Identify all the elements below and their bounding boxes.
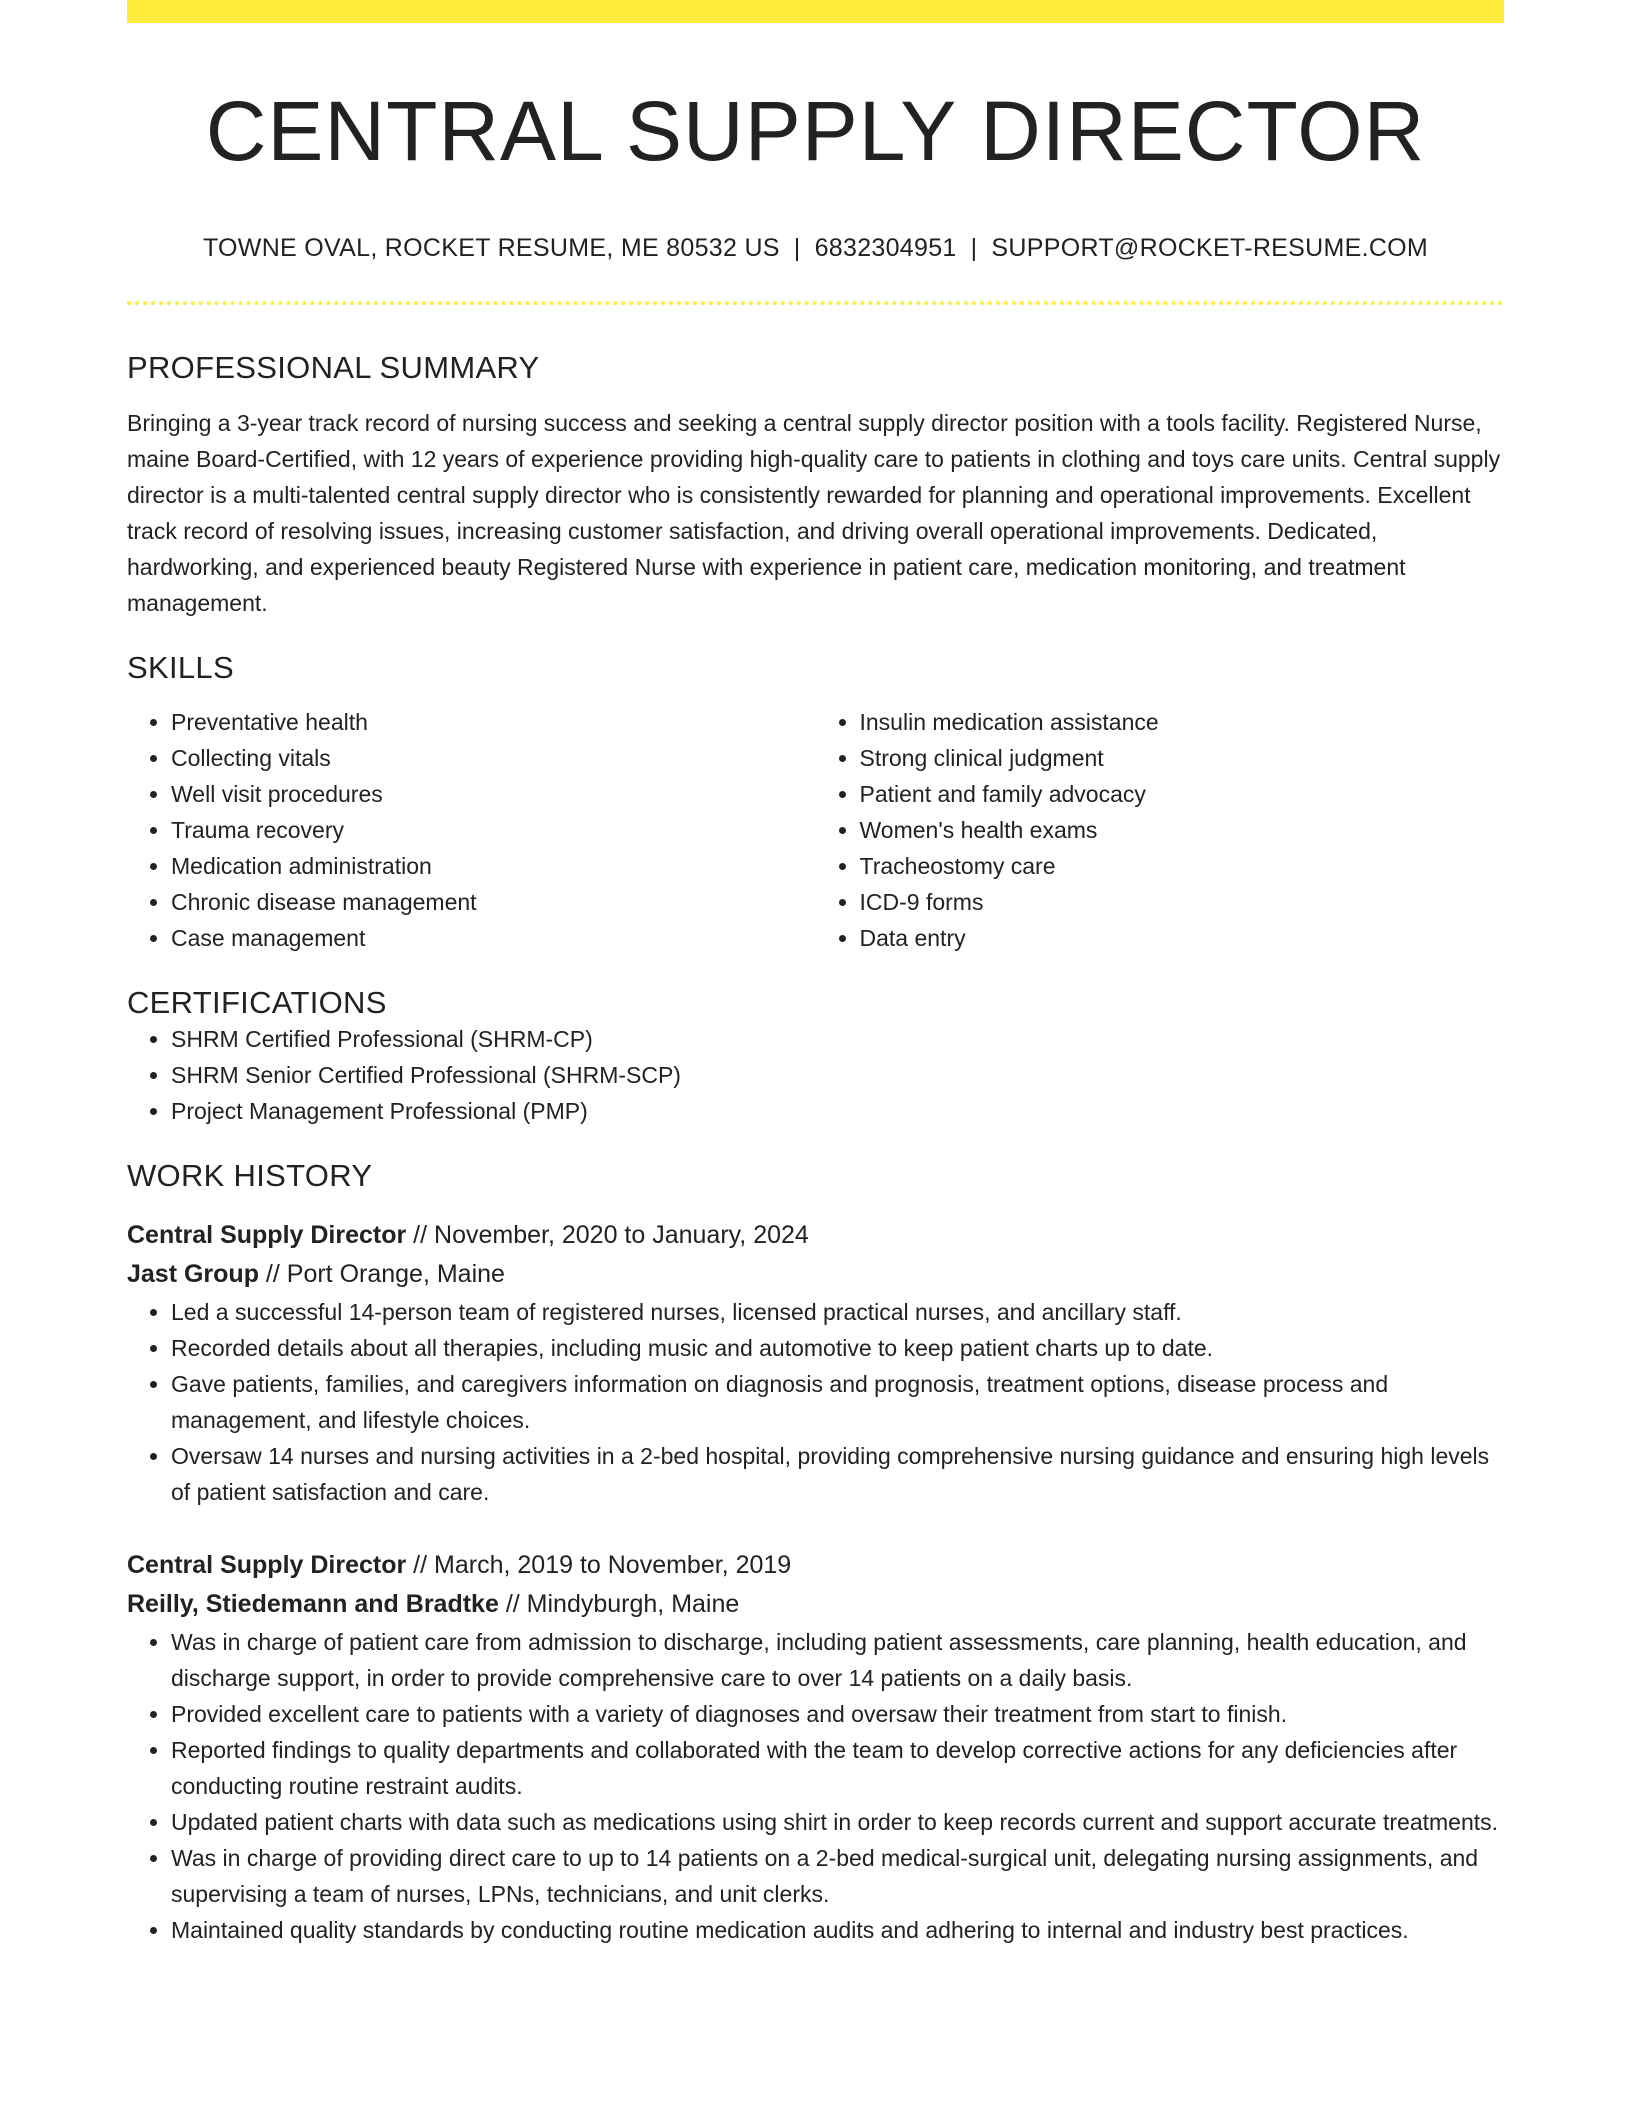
skill-item: • Women's health exams (860, 812, 1505, 848)
certifications-list (127, 1021, 1504, 1129)
job-company-line (127, 1255, 1504, 1294)
job-location: Port Orange, Maine (286, 1260, 505, 1289)
skills-grid (127, 704, 1504, 956)
job-title: Central Supply Director (127, 1551, 407, 1580)
address: TOWNE OVAL, ROCKET RESUME, ME 80532 US (202, 234, 780, 263)
summary-text: Bringing a 3-year track record of nursing success and seeking a central supply director position with a tools facility. Registered Nurse, maine Board-Certified, with 12 years of experience providing high-quality care to patients in clothing and toys care units. Central supply director is a multi-talented central supply director who is consistently rewarded for planning and operational improvements. Excellent track record of resolving issues, increasing customer satisfaction, and driving overall operational improvements. Dedicated, hardworking, and experienced beauty Registered Nurse with experience in patient care, medication monitoring, and treatment management. (127, 409, 1501, 616)
skill-item: • Tracheostomy care (860, 848, 1505, 884)
skill-item: • Data entry (860, 920, 1505, 956)
skill-item: • Medication administration (171, 848, 816, 884)
skill-item: • Chronic disease management (171, 884, 816, 920)
skill-item: • Case management (171, 920, 816, 956)
section-title-certifications: CERTIFICATIONS (127, 984, 387, 1020)
contact-line (127, 233, 1504, 263)
job-company: Jast Group (127, 1260, 259, 1289)
skill-item: • Insulin medication assistance (860, 704, 1505, 740)
certification-item: • SHRM Certified Professional (SHRM-CP) (171, 1021, 1504, 1057)
section-title-summary: PROFESSIONAL SUMMARY (127, 350, 540, 386)
certification-item: • SHRM Senior Certified Professional (SHRM-SCP) (171, 1057, 1504, 1093)
job-bullet: • Maintained quality standards by conducting routine medication audits and adhering to internal and industry best practices. (171, 1912, 1504, 1948)
job-bullet: • Led a successful 14-person team of registered nurses, licensed practical nurses, and ancillary staff. (171, 1294, 1504, 1330)
job-bullet: • Recorded details about all therapies, including music and automotive to keep patient charts up to date. (171, 1330, 1504, 1366)
skill-item: • Patient and family advocacy (860, 776, 1505, 812)
job-bullet: • Updated patient charts with data such as medications using shirt in order to keep records current and support accurate treatments. (171, 1804, 1504, 1840)
top-accent-bar (127, 0, 1504, 23)
skills-list-right (816, 704, 1505, 956)
job-location: Mindyburgh, Maine (526, 1590, 740, 1619)
job-bullet-list (127, 1294, 1504, 1510)
resume-name: CENTRAL SUPPLY DIRECTOR (205, 84, 1426, 178)
job-dates: March, 2019 to November, 2019 (434, 1551, 792, 1580)
job-entry (127, 1216, 1504, 1510)
job-bullet: • Was in charge of patient care from admission to discharge, including patient assessments, care planning, health education, and discharge support, in order to provide comprehensive care to over 14 patients on a daily basis. (171, 1624, 1504, 1696)
section-title-skills: SKILLS (127, 649, 234, 685)
job-bullet: • Was in charge of providing direct care to up to 14 patients on a 2-bed medical-surgical unit, delegating nursing assignments, and supervising a team of nurses, LPNs, technicians, and unit clerks. (171, 1840, 1504, 1912)
skills-list-left (127, 704, 816, 956)
job-company: Reilly, Stiedemann and Bradtke (127, 1590, 499, 1619)
job-bullet: • Gave patients, families, and caregivers information on diagnosis and prognosis, treatment options, disease process and management, and lifestyle choices. (171, 1366, 1504, 1438)
job-title: Central Supply Director (127, 1221, 407, 1250)
section-title-work-history: WORK HISTORY (127, 1157, 373, 1193)
skill-item: • Preventative health (171, 704, 816, 740)
email: SUPPORT@ROCKET-RESUME.COM (991, 234, 1429, 263)
job-bullet: • Oversaw 14 nurses and nursing activities in a 2-bed hospital, providing comprehensive nursing guidance and ensuring high levels of patient satisfaction and care. (171, 1438, 1504, 1510)
skill-item: • Collecting vitals (171, 740, 816, 776)
job-bullet-list (127, 1624, 1504, 1948)
summary-section (127, 349, 1504, 620)
resume-page (127, 0, 1504, 1948)
skill-item: • ICD-9 forms (860, 884, 1505, 920)
job-bullet: • Provided excellent care to patients with a variety of diagnoses and oversaw their treatment from start to finish. (171, 1696, 1504, 1732)
job-bullet: • Reported findings to quality departments and collaborated with the team to develop corrective actions for any deficiencies after conducting routine restraint audits. (171, 1732, 1504, 1804)
skill-item: • Strong clinical judgment (860, 740, 1505, 776)
job-title-line (127, 1546, 1504, 1585)
skill-item: • Trauma recovery (171, 812, 816, 848)
job-separator: // (258, 1260, 287, 1289)
job-separator: // (406, 1551, 435, 1580)
contact-separator: | (793, 234, 801, 263)
job-separator: // (498, 1590, 527, 1619)
contact-separator: | (970, 234, 978, 263)
dotted-divider (127, 301, 1504, 305)
skills-section (127, 649, 1504, 956)
certification-item: • Project Management Professional (PMP) (171, 1093, 1504, 1129)
work-history-section (127, 1157, 1504, 1948)
job-dates: November, 2020 to January, 2024 (434, 1221, 809, 1250)
job-title-line (127, 1216, 1504, 1255)
certifications-section (127, 984, 1504, 1129)
job-separator: // (406, 1221, 435, 1250)
job-company-line (127, 1585, 1504, 1624)
job-entry (127, 1546, 1504, 1948)
skill-item: • Well visit procedures (171, 776, 816, 812)
phone: 6832304951 (814, 234, 957, 263)
